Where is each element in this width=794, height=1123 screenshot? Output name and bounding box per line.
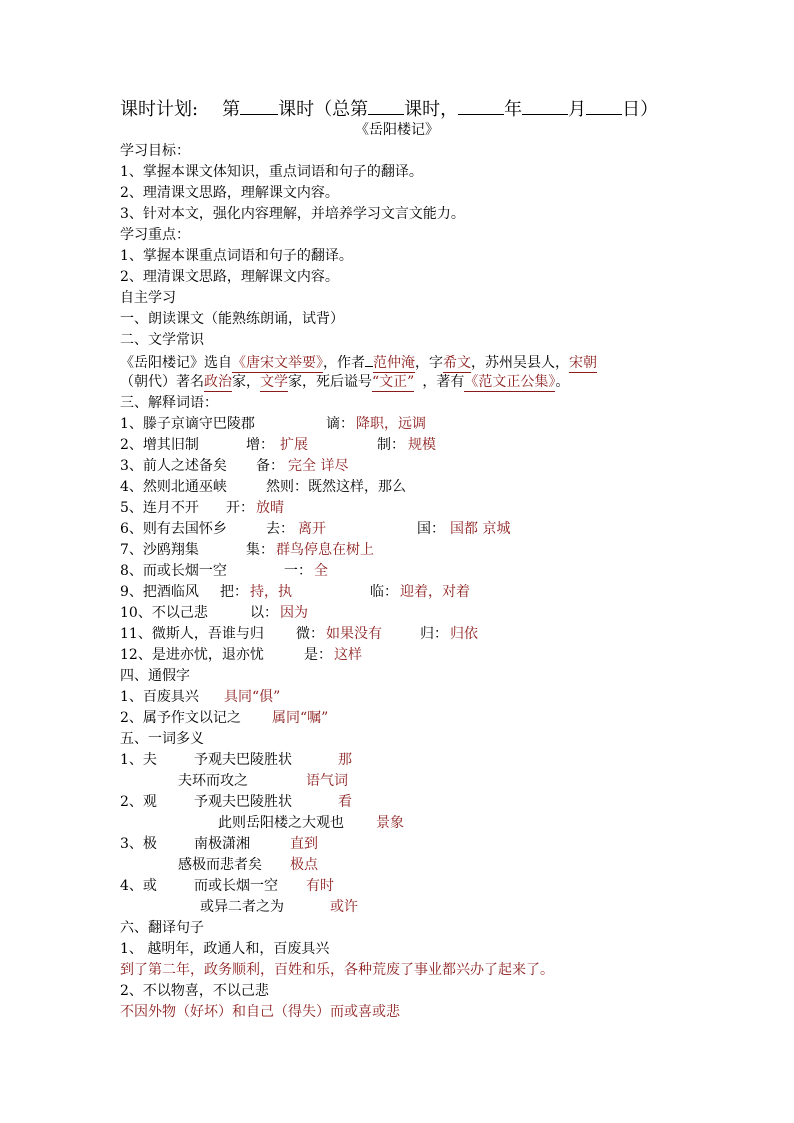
duoyi-answer: 那 bbox=[338, 752, 352, 768]
duoyi-answer: 景象 bbox=[376, 815, 404, 831]
lit-text: ，字 bbox=[415, 355, 443, 371]
word-key: 制： bbox=[377, 437, 405, 453]
word-key: 谪： bbox=[326, 416, 354, 432]
word-row bbox=[120, 436, 720, 454]
tongjia-question: 1、百废具兴 bbox=[120, 689, 199, 705]
literary-line-1 bbox=[120, 352, 597, 370]
section-1-heading: 一、朗读课文（能熟练朗诵，试背） bbox=[120, 311, 344, 327]
word-answer: 降职，远调 bbox=[356, 416, 426, 432]
word-key: 增： bbox=[246, 437, 274, 453]
word-key: 集： bbox=[246, 542, 274, 558]
word-answer: 因为 bbox=[280, 605, 308, 621]
lit-text: 《岳阳楼记》选自 bbox=[120, 355, 232, 371]
lit-role1-answer: 政治 bbox=[204, 374, 232, 390]
year-blank[interactable] bbox=[458, 96, 504, 115]
duoyi-answer: 语气词 bbox=[306, 773, 348, 789]
duoyi-row bbox=[120, 856, 720, 874]
word-question: 8、而或长烟一空 bbox=[120, 563, 227, 579]
lit-text: ，作者 bbox=[323, 355, 365, 371]
tongjia-question: 2、属予作文以记之 bbox=[120, 710, 241, 726]
word-row bbox=[120, 478, 720, 496]
word-row bbox=[120, 520, 720, 538]
duoyi-row bbox=[120, 835, 720, 853]
duoyi-row bbox=[120, 898, 720, 916]
lit-source-answer: 《唐宋文举要》 bbox=[232, 355, 323, 371]
duoyi-row bbox=[120, 814, 720, 832]
word-answer: 如果没有 bbox=[326, 626, 382, 642]
duoyi-sentence: 夫环而攻之 bbox=[178, 773, 248, 789]
word-answer: 持，执 bbox=[250, 584, 292, 600]
word-question: 4、然则北通巫峡 bbox=[120, 479, 227, 495]
word-answer: 群鸟停息在树上 bbox=[276, 542, 374, 558]
tongjia-row bbox=[120, 688, 720, 706]
lesson-number-blank[interactable] bbox=[240, 96, 278, 115]
key-item: 2、理清课文思路，理解课文内容。 bbox=[120, 269, 339, 285]
duoyi-answer: 或许 bbox=[330, 899, 358, 915]
lit-text: （朝代）著名 bbox=[120, 374, 204, 390]
tongjia-row bbox=[120, 709, 720, 727]
header-ri: 日） bbox=[622, 99, 659, 120]
word-answer: 规模 bbox=[408, 437, 436, 453]
day-blank[interactable] bbox=[586, 96, 622, 115]
word-answer: 放晴 bbox=[256, 500, 284, 516]
word-row bbox=[120, 625, 720, 643]
word-answer: 这样 bbox=[334, 647, 362, 663]
duoyi-word: 2、观 bbox=[120, 794, 157, 810]
word-question: 2、增其旧制 bbox=[120, 437, 199, 453]
duoyi-sentence: 此则岳阳楼之大观也 bbox=[218, 815, 344, 831]
duoyi-sentence: 感极而悲者矣 bbox=[178, 857, 262, 873]
duoyi-answer: 极点 bbox=[290, 857, 318, 873]
word-question: 11、微斯人，吾谁与归 bbox=[120, 626, 264, 642]
word-key: 一： bbox=[284, 563, 312, 579]
word-key: 归： bbox=[420, 626, 448, 642]
duoyi-word: 1、夫 bbox=[120, 752, 157, 768]
word-question: 12、是进亦忧，退亦忧 bbox=[120, 647, 264, 663]
word-question: 5、连月不开 bbox=[120, 500, 199, 516]
lit-role2-answer: 文学 bbox=[260, 374, 288, 390]
duoyi-sentence: 或异二者之为 bbox=[200, 899, 284, 915]
word-row bbox=[120, 415, 720, 433]
goals-heading: 学习目标： bbox=[120, 143, 190, 159]
word-answer: 全 bbox=[314, 563, 328, 579]
word-question: 9、把酒临风 bbox=[120, 584, 199, 600]
section-4-heading: 四、通假字 bbox=[120, 668, 190, 684]
word-row bbox=[120, 583, 720, 601]
self-study-heading: 自主学习 bbox=[120, 290, 176, 306]
translate-question: 1、 越明年，政通人和，百废具兴 bbox=[120, 941, 330, 957]
word-key: 以： bbox=[250, 605, 278, 621]
header-label: 课时计划: bbox=[120, 99, 199, 120]
word-row bbox=[120, 541, 720, 559]
word-key: 把： bbox=[220, 584, 248, 600]
word-answer: 国都 京城 bbox=[450, 521, 511, 537]
word-key: 临： bbox=[370, 584, 398, 600]
translate-answer: 到了第二年，政务顺利，百姓和乐，各种荒废了事业都兴办了起来了。 bbox=[120, 962, 554, 978]
lit-dynasty-answer: 宋朝 bbox=[569, 355, 597, 371]
duoyi-answer: 有时 bbox=[306, 878, 334, 894]
page-title: 《岳阳楼记》 bbox=[355, 122, 439, 138]
section-3-heading: 三、解释词语： bbox=[120, 395, 218, 411]
section-2-heading: 二、文学常识 bbox=[120, 332, 204, 348]
word-key: 备： bbox=[256, 458, 284, 474]
lit-text: 家， bbox=[232, 374, 260, 390]
word-row bbox=[120, 646, 720, 664]
header-keshi2: 课时， bbox=[404, 99, 459, 120]
goal-item: 1、掌握本课文体知识，重点词语和句子的翻译。 bbox=[120, 164, 423, 180]
lit-text: ，著有 bbox=[422, 374, 465, 390]
word-answer: 离开 bbox=[298, 521, 326, 537]
word-question: 6、则有去国怀乡 bbox=[120, 521, 227, 537]
month-blank[interactable] bbox=[522, 96, 568, 115]
key-heading: 学习重点： bbox=[120, 227, 190, 243]
lit-author-answer: 范仲淹 bbox=[373, 355, 415, 371]
lit-book-answer: 《范文正公集》 bbox=[464, 374, 556, 390]
duoyi-sentence: 而或长烟一空 bbox=[194, 878, 278, 894]
total-lesson-blank[interactable] bbox=[368, 96, 404, 115]
word-question: 1、滕子京谪守巴陵郡 bbox=[120, 416, 255, 432]
duoyi-sentence: 南极潇湘 bbox=[194, 836, 250, 852]
word-question: 10、不以己悲 bbox=[120, 605, 208, 621]
duoyi-row bbox=[120, 772, 720, 790]
lit-zi-answer: 希文 bbox=[443, 355, 471, 371]
word-row bbox=[120, 457, 720, 475]
tongjia-answer: 具同“俱” bbox=[224, 689, 281, 705]
section-6-heading: 六、翻译句子 bbox=[120, 920, 204, 936]
translate-answer: 不因外物（好坏）和自己（得失）而或喜或悲 bbox=[120, 1004, 400, 1020]
header-keshi1: 课时（总第 bbox=[278, 99, 369, 120]
key-item: 1、掌握本课重点词语和句子的翻译。 bbox=[120, 248, 353, 264]
header-di: 第 bbox=[222, 99, 241, 120]
tongjia-answer: 属同“嘱” bbox=[272, 710, 329, 726]
duoyi-sentence: 予观夫巴陵胜状 bbox=[194, 752, 292, 768]
duoyi-word: 3、极 bbox=[120, 836, 157, 852]
goal-item: 3、针对本文，强化内容理解，并培养学习文言文能力。 bbox=[120, 206, 465, 222]
duoyi-row bbox=[120, 793, 720, 811]
word-key: 然则：既然这样，那么 bbox=[266, 479, 406, 495]
word-answer: 扩展 bbox=[280, 437, 308, 453]
duoyi-answer: 看 bbox=[338, 794, 352, 810]
header-yue: 月 bbox=[568, 99, 587, 120]
translate-question: 2、不以物喜，不以己悲 bbox=[120, 983, 269, 999]
duoyi-row bbox=[120, 751, 720, 769]
header-nian: 年 bbox=[504, 99, 523, 120]
word-question: 3、前人之述备矣 bbox=[120, 458, 227, 474]
word-key: 微： bbox=[296, 626, 324, 642]
word-key: 是： bbox=[304, 647, 332, 663]
word-key: 去： bbox=[266, 521, 294, 537]
word-answer: 完全 详尽 bbox=[288, 458, 349, 474]
lit-text: 家，死后谥号 bbox=[288, 374, 372, 390]
word-answer: 归依 bbox=[450, 626, 478, 642]
word-question: 7、沙鸥翔集 bbox=[120, 542, 199, 558]
word-key: 开： bbox=[226, 500, 254, 516]
word-row bbox=[120, 604, 720, 622]
duoyi-word: 4、或 bbox=[120, 878, 157, 894]
word-row bbox=[120, 499, 720, 517]
lit-shihao-answer: “文正” bbox=[372, 374, 415, 390]
lesson-plan-header bbox=[120, 96, 690, 122]
word-answer: 迎着，对着 bbox=[400, 584, 470, 600]
word-key: 国： bbox=[417, 521, 445, 537]
goal-item: 2、理清课文思路，理解课文内容。 bbox=[120, 185, 339, 201]
duoyi-row bbox=[120, 877, 720, 895]
duoyi-answer: 直到 bbox=[290, 836, 318, 852]
word-row bbox=[120, 562, 720, 580]
duoyi-sentence: 予观夫巴陵胜状 bbox=[194, 794, 292, 810]
section-5-heading: 五、一词多义 bbox=[120, 731, 204, 747]
literary-line-2 bbox=[120, 373, 569, 391]
lit-text: 。 bbox=[555, 374, 570, 390]
lit-text: ，苏州吴县人， bbox=[471, 355, 569, 371]
